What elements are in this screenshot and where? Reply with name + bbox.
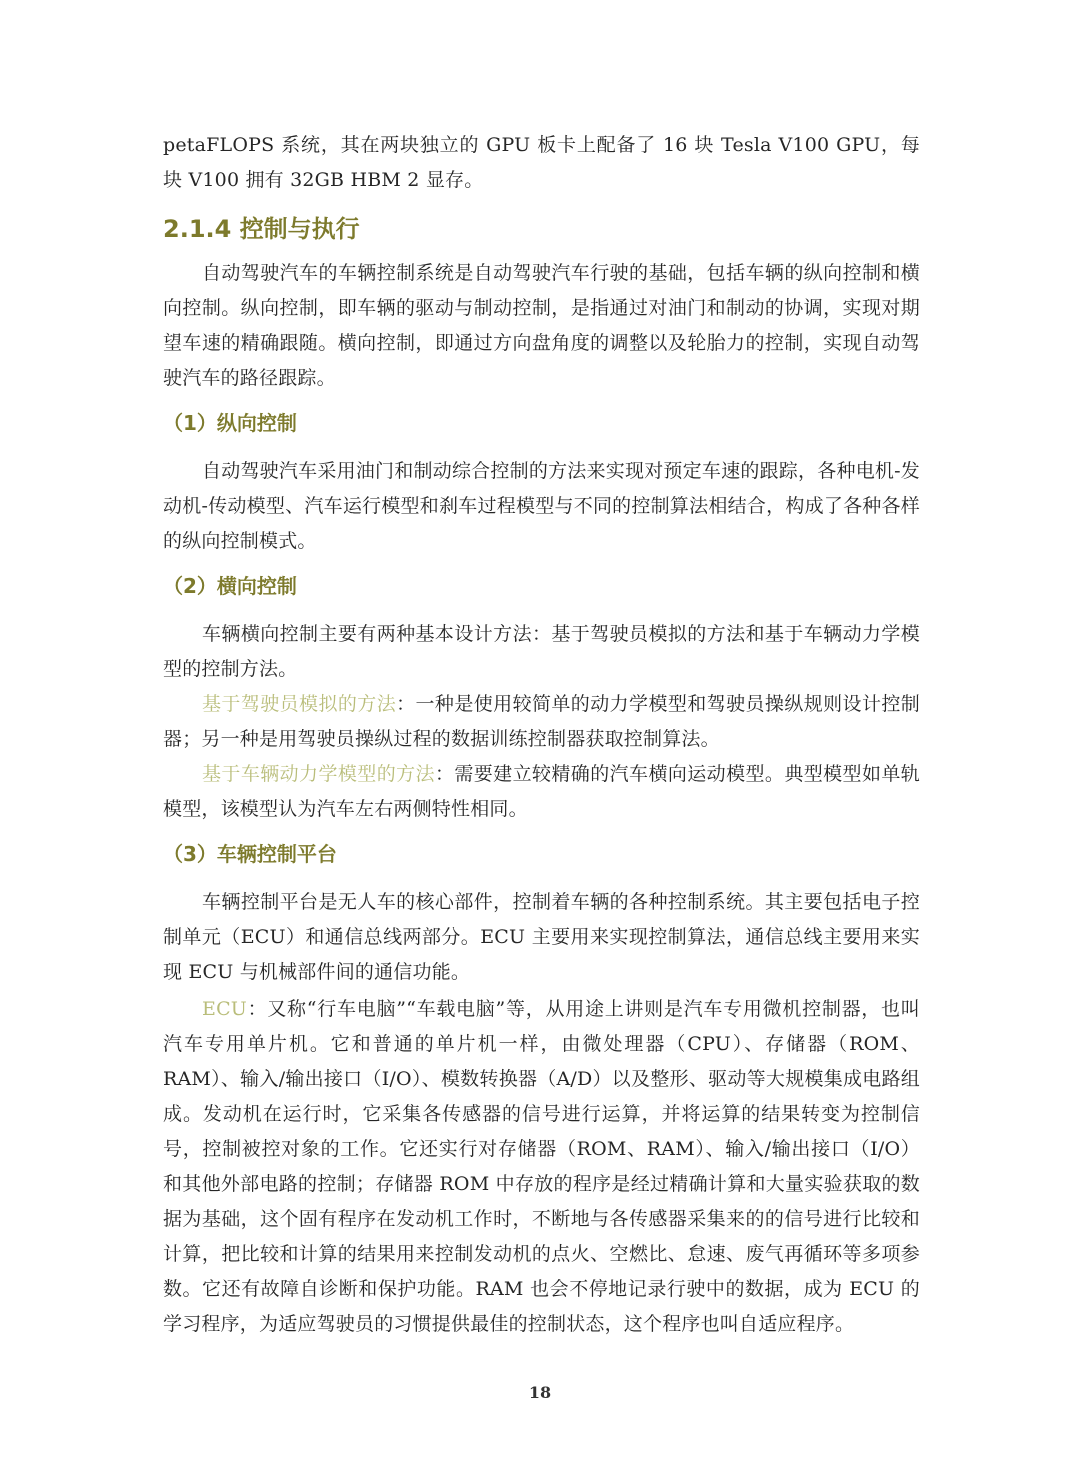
dynamics-model-method-paragraph xyxy=(163,757,920,827)
subsection-heading-platform: （3）车辆控制平台 xyxy=(163,842,337,866)
lateral-control-paragraph: 车辆横向控制主要有两种基本设计方法：基于驾驶员模拟的方法和基于车辆动力学模型的控制方法。 xyxy=(163,623,920,680)
dynamics-model-method-label: 基于车辆动力学模型的方法 xyxy=(202,763,435,785)
driver-model-method-paragraph xyxy=(163,687,920,757)
driver-model-method-text: ：一种是使用较简单的动力学模型和驾驶员操纵规则设计控制器；另一种是用驾驶员操纵过程的数据训练控制器获取控制算法。 xyxy=(163,693,920,750)
ecu-text: ：又称“行车电脑”“车载电脑”等，从用途上讲则是汽车专用微机控制器，也叫汽车专用单片机。它和普通的单片机一样，由微处理器（CPU）、存储器（ROM、RAM）、输入/输出接口（I/O）、模数转换器（A/D）以及整形、驱动等大规模集成电路组成。发动机在运行时，它采集各传感器的信号进行运算，并将运算的结果转变为控制信号，控制被控对象的工作。它还实行对存储器（ROM、RAM）、输入/输出接口（I/O）和其他外部电路的控制；存储器 ROM 中存放的程序是经过精确计算和大量实验获取的数据为基础，这个固有程序在发动机工作时，不断地与各传感器采集来的的信号进行比较和计算，把比较和计算的结果用来控制发动机的点火、空燃比、怠速、废气再循环等多项参数。它还有故障自诊断和保护功能。RAM 也会不停地记录行驶中的数据，成为 ECU 的学习程序，为适应驾驶员的习惯提供最佳的控制状态，这个程序也叫自适应程序。 xyxy=(163,998,920,1335)
control-platform-paragraph: 车辆控制平台是无人车的核心部件，控制着车辆的各种控制系统。其主要包括电子控制单元（ECU）和通信总线两部分。ECU 主要用来实现控制算法，通信总线主要用来实现 ECU 与机械部件间的通信功能。 xyxy=(163,891,920,983)
ecu-paragraph xyxy=(163,992,920,1342)
page-number: 18 xyxy=(528,1383,552,1402)
subsection-heading-longitudinal: （1）纵向控制 xyxy=(163,411,297,435)
section-intro-paragraph: 自动驾驶汽车的车辆控制系统是自动驾驶汽车行驶的基础，包括车辆的纵向控制和横向控制。纵向控制，即车辆的驱动与制动控制，是指通过对油门和制动的协调，实现对期望车速的精确跟随。横向控制，即通过方向盘角度的调整以及轮胎力的控制，实现自动驾驶汽车的路径跟踪。 xyxy=(163,262,920,389)
dynamics-model-method-text: ：需要建立较精确的汽车横向运动模型。典型模型如单轨模型，该模型认为汽车左右两侧特性相同。 xyxy=(163,763,920,820)
driver-model-method-label: 基于驾驶员模拟的方法 xyxy=(202,693,397,715)
subsection-heading-lateral: （2）横向控制 xyxy=(163,574,297,598)
section-heading: 2.1.4 控制与执行 xyxy=(163,215,360,243)
longitudinal-control-paragraph: 自动驾驶汽车采用油门和制动综合控制的方法来实现对预定车速的跟踪，各种电机-发动机-传动模型、汽车运行模型和刹车过程模型与不同的控制算法相结合，构成了各种各样的纵向控制模式。 xyxy=(163,460,920,552)
ecu-label: ECU xyxy=(202,998,248,1020)
page-content xyxy=(163,128,920,1342)
intro-paragraph: petaFLOPS 系统，其在两块独立的 GPU 板卡上配备了 16 块 Tesla V100 GPU，每块 V100 拥有 32GB HBM 2 显存。 xyxy=(163,134,920,191)
